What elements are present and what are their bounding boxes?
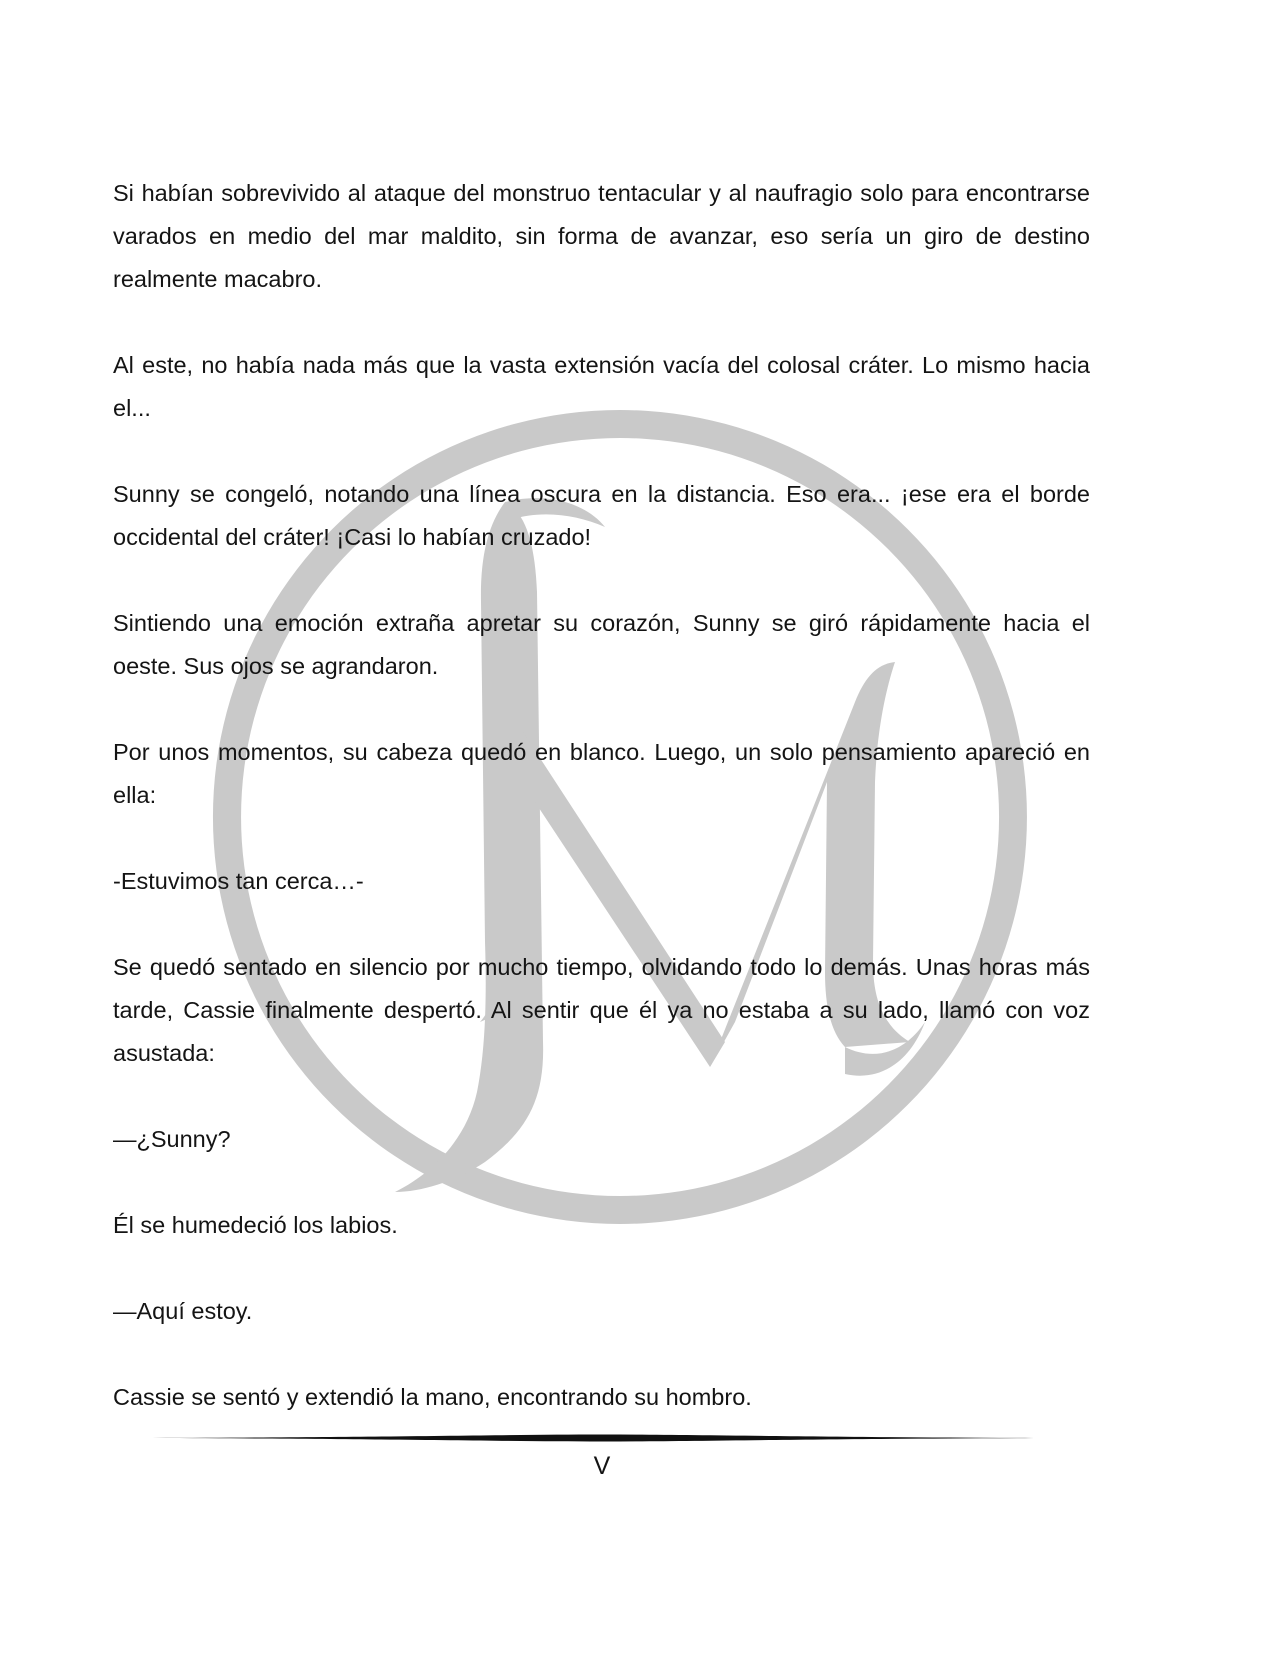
- paragraph-10: —Aquí estoy.: [113, 1298, 253, 1324]
- paragraph-4: Sintiendo una emoción extraña apretar su corazón, Sunny se giró rápidamente hacia el oeste. Sus ojos se agrandaron.: [113, 610, 1090, 679]
- paragraph-2: Al este, no había nada más que la vasta extensión vacía del colosal cráter. Lo mismo hacia el...: [113, 352, 1090, 421]
- paragraph-3: Sunny se congeló, notando una línea oscura en la distancia. Eso era... ¡ese era el borde occidental del cráter! ¡Casi lo habían cruzado!: [113, 481, 1090, 550]
- page-number: V: [593, 1452, 611, 1480]
- paragraph-9: Él se humedeció los labios.: [113, 1212, 398, 1238]
- paragraph-1: Si habían sobrevivido al ataque del monstruo tentacular y al naufragio solo para encontrarse varados en medio del mar maldito, sin forma de avanzar, eso sería un giro de destino realmente macabro.: [113, 180, 1090, 292]
- paragraph-8: —¿Sunny?: [113, 1126, 231, 1152]
- paragraph-11: Cassie se sentó y extendió la mano, encontrando su hombro.: [113, 1384, 752, 1410]
- paragraph-6: -Estuvimos tan cerca…-: [113, 868, 364, 894]
- paragraph-7: Se quedó sentado en silencio por mucho tiempo, olvidando todo lo demás. Unas horas más tarde, Cassie finalmente despertó. Al sentir que él ya no estaba a su lado, llamó con voz asustada:: [113, 954, 1090, 1066]
- footer-divider: [152, 1433, 1052, 1443]
- page-body: [113, 172, 1090, 1419]
- paragraph-5: Por unos momentos, su cabeza quedó en blanco. Luego, un solo pensamiento apareció en ella:: [113, 739, 1090, 808]
